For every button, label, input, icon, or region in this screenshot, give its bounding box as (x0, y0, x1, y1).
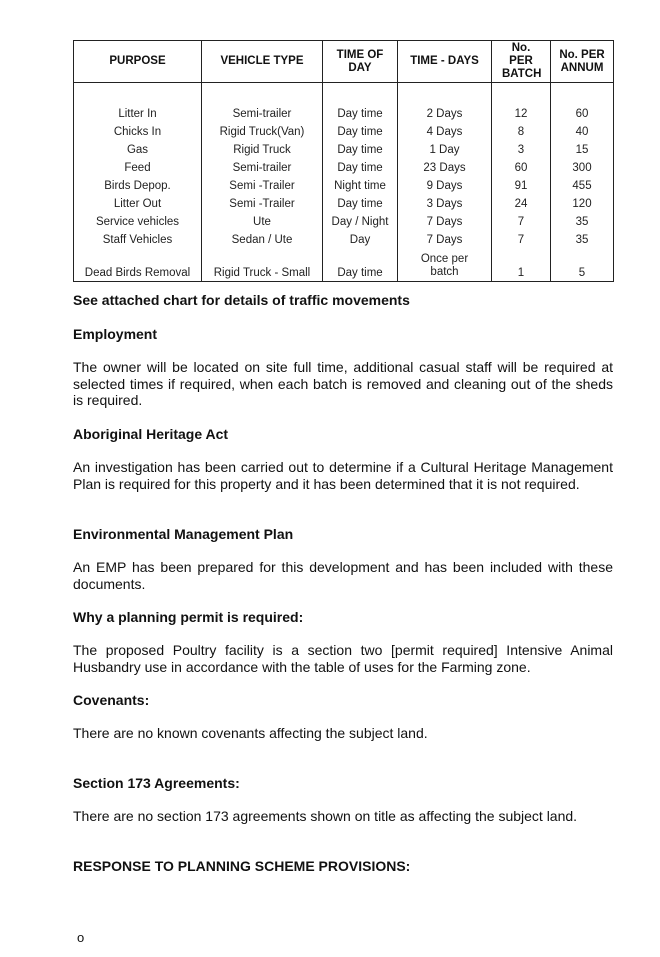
vehicle-type-cell: Ute (202, 213, 323, 231)
vehicle-type-cell: Semi-trailer (202, 159, 323, 177)
per-annum-cell: 35 (551, 213, 614, 231)
per-annum-cell: 35 (551, 231, 614, 249)
purpose-cell: Service vehicles (74, 213, 202, 231)
per-batch-cell: 91 (492, 177, 551, 195)
time-days-cell: Once per batch (398, 249, 492, 282)
table-row (74, 231, 614, 249)
header-purpose: PURPOSE (74, 41, 202, 83)
table-row (74, 213, 614, 231)
time-days-cell: 3 Days (398, 195, 492, 213)
per-batch-cell: 8 (492, 123, 551, 141)
per-annum-cell: 60 (551, 105, 614, 123)
time-of-day-cell: Day / Night (323, 213, 398, 231)
per-batch-cell: 60 (492, 159, 551, 177)
table-row (74, 141, 614, 159)
purpose-cell: Dead Birds Removal (74, 249, 202, 282)
vehicle-type-cell: Rigid Truck - Small (202, 249, 323, 282)
table-row (74, 123, 614, 141)
time-of-day-cell: Day time (323, 105, 398, 123)
response-heading: RESPONSE TO PLANNING SCHEME PROVISIONS: (73, 858, 411, 874)
table-spacer-row (74, 83, 614, 106)
s173-heading: Section 173 Agreements: (73, 775, 240, 791)
per-batch-cell: 24 (492, 195, 551, 213)
vehicle-type-cell: Semi -Trailer (202, 177, 323, 195)
emp-heading: Environmental Management Plan (73, 526, 294, 542)
time-of-day-cell: Night time (323, 177, 398, 195)
time-days-cell: 7 Days (398, 231, 492, 249)
table-row (74, 249, 614, 282)
table-row (74, 105, 614, 123)
footer-mark: o (77, 930, 85, 945)
purpose-cell: Litter Out (74, 195, 202, 213)
purpose-cell: Chicks In (74, 123, 202, 141)
purpose-cell: Gas (74, 141, 202, 159)
header-per-batch: No. PER BATCH (492, 41, 551, 83)
document-page (73, 40, 613, 874)
employment-heading: Employment (73, 326, 158, 342)
header-vehicle-type: VEHICLE TYPE (202, 41, 323, 83)
table-row (74, 177, 614, 195)
table-row (74, 195, 614, 213)
per-batch-cell: 1 (492, 249, 551, 282)
per-annum-cell: 455 (551, 177, 614, 195)
per-batch-cell: 7 (492, 231, 551, 249)
header-time-of-day: TIME OF DAY (323, 41, 398, 83)
time-of-day-cell: Day time (323, 195, 398, 213)
time-of-day-cell: Day (323, 231, 398, 249)
per-batch-cell: 3 (492, 141, 551, 159)
per-annum-cell: 5 (551, 249, 614, 282)
permit-heading: Why a planning permit is required: (73, 609, 304, 625)
time-of-day-cell: Day time (323, 159, 398, 177)
time-days-cell: 7 Days (398, 213, 492, 231)
header-time-days: TIME - DAYS (398, 41, 492, 83)
purpose-cell: Litter In (74, 105, 202, 123)
purpose-cell: Feed (74, 159, 202, 177)
heritage-text: An investigation has been carried out to determine if a Cultural Heritage Management Plan is required for this property and it has been determined that it is not required. (73, 459, 613, 492)
per-annum-cell: 120 (551, 195, 614, 213)
permit-text: The proposed Poultry facility is a section two [permit required] Intensive Animal Husbandry use in accordance with the table of uses for the Farming zone. (73, 642, 613, 675)
header-per-annum: No. PER ANNUM (551, 41, 614, 83)
table-header-row (74, 41, 614, 83)
covenants-heading: Covenants: (73, 692, 150, 708)
purpose-cell: Staff Vehicles (74, 231, 202, 249)
time-days-cell: 4 Days (398, 123, 492, 141)
vehicle-type-cell: Semi -Trailer (202, 195, 323, 213)
purpose-cell: Birds Depop. (74, 177, 202, 195)
employment-text: The owner will be located on site full time, additional casual staff will be required at selected times if required, when each batch is removed and cleaning out of the sheds is required. (73, 359, 613, 408)
time-days-cell: 9 Days (398, 177, 492, 195)
traffic-movements-table (73, 40, 614, 282)
time-days-cell: 2 Days (398, 105, 492, 123)
per-annum-cell: 15 (551, 141, 614, 159)
time-days-cell: 23 Days (398, 159, 492, 177)
vehicle-type-cell: Sedan / Ute (202, 231, 323, 249)
time-of-day-cell: Day time (323, 123, 398, 141)
per-annum-cell: 300 (551, 159, 614, 177)
vehicle-type-cell: Rigid Truck(Van) (202, 123, 323, 141)
per-annum-cell: 40 (551, 123, 614, 141)
vehicle-type-cell: Semi-trailer (202, 105, 323, 123)
time-days-cell: 1 Day (398, 141, 492, 159)
time-of-day-cell: Day time (323, 141, 398, 159)
table-row (74, 159, 614, 177)
per-batch-cell: 12 (492, 105, 551, 123)
chart-note: See attached chart for details of traffic movements (73, 292, 410, 308)
covenants-text: There are no known covenants affecting the subject land. (73, 725, 428, 741)
heritage-heading: Aboriginal Heritage Act (73, 426, 229, 442)
emp-text: An EMP has been prepared for this development and has been included with these documents. (73, 559, 613, 592)
s173-text: There are no section 173 agreements shown on title as affecting the subject land. (73, 808, 578, 824)
per-batch-cell: 7 (492, 213, 551, 231)
vehicle-type-cell: Rigid Truck (202, 141, 323, 159)
time-of-day-cell: Day time (323, 249, 398, 282)
